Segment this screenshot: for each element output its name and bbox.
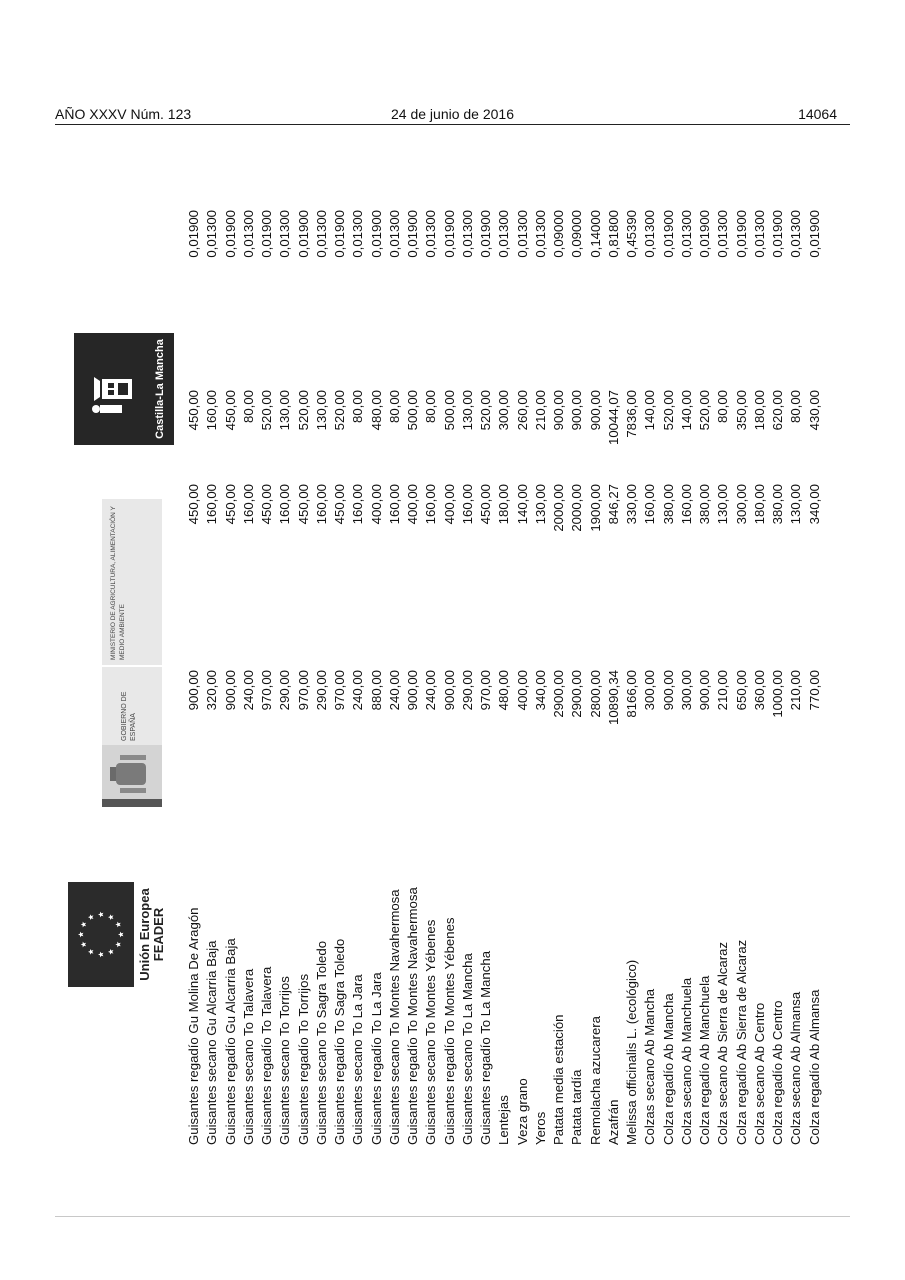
coefficient-cell: 0,01300 — [514, 210, 530, 258]
value-cell-2: 380,00 — [770, 484, 785, 525]
value-cell-3: 260,00 — [514, 390, 530, 431]
value-cell-2: 2000,00 — [569, 484, 585, 532]
table-row — [404, 210, 422, 1145]
crop-name-cell: Remolacha azucarera — [587, 1015, 603, 1145]
value-cell-1: 10890,34 — [605, 670, 621, 726]
value-cell-1: 970,00 — [478, 670, 493, 711]
table-row — [258, 210, 276, 1145]
value-cell-1: 210,00 — [788, 670, 804, 711]
value-cell-3: 500,00 — [441, 390, 457, 431]
value-cell-2: 400,00 — [368, 484, 384, 525]
value-cell-1: 8166,00 — [624, 670, 639, 718]
value-cell-2: 846,27 — [605, 484, 621, 525]
value-cell-2: 130,00 — [532, 484, 548, 525]
value-cell-1: 290,00 — [277, 670, 293, 711]
value-cell-3: 130,00 — [277, 390, 293, 431]
value-cell-3: 900,00 — [587, 390, 603, 431]
crop-name-cell: Colza secano Ab Centro — [751, 1002, 767, 1145]
crop-name-cell: Guisantes secano Gu Alcarria Baja — [204, 940, 220, 1145]
coefficient-cell: 0,01300 — [532, 210, 548, 258]
eu-logo-caption — [138, 882, 166, 987]
crop-name-cell: Guisantes regadío To La Mancha — [478, 950, 493, 1145]
value-cell-3: 500,00 — [405, 390, 420, 431]
coefficient-cell: 0,01300 — [715, 210, 731, 258]
value-cell-2: 330,00 — [624, 484, 639, 525]
value-cell-2: 380,00 — [697, 484, 712, 525]
eu-star-icon — [98, 912, 103, 918]
logo-separator — [102, 665, 162, 667]
value-cell-3: 350,00 — [733, 390, 749, 431]
value-cell-2: 160,00 — [240, 484, 256, 525]
coefficient-cell: 0,01900 — [259, 210, 274, 258]
coefficient-cell: 0,01900 — [405, 210, 420, 258]
value-cell-1: 970,00 — [259, 670, 274, 711]
value-cell-2: 2000,00 — [551, 484, 566, 532]
value-cell-1: 300,00 — [678, 670, 694, 711]
table-row — [441, 210, 459, 1145]
value-cell-1: 1000,00 — [770, 670, 785, 718]
crop-name-cell: Colza secano Ab Almansa — [788, 991, 804, 1145]
table-row — [495, 210, 513, 1145]
value-cell-1: 900,00 — [405, 670, 420, 711]
value-cell-1: 240,00 — [386, 670, 402, 711]
issue-date: 24 de junio de 2016 — [391, 106, 514, 122]
value-cell-2: 180,00 — [496, 484, 512, 525]
table-row — [641, 210, 659, 1145]
eu-logo-line2: FEADER — [151, 907, 166, 962]
coefficient-cell: 0,01300 — [642, 210, 658, 258]
value-cell-3: 140,00 — [678, 390, 694, 431]
coefficient-cell: 0,01900 — [441, 210, 457, 258]
table-row — [313, 210, 331, 1145]
value-cell-2: 160,00 — [350, 484, 366, 525]
table-row — [605, 210, 623, 1145]
table-row — [587, 210, 605, 1145]
value-cell-3: 140,00 — [642, 390, 658, 431]
table-row — [349, 210, 367, 1145]
crop-name-cell: Guisantes secano To Montes Navahermosa — [386, 889, 402, 1145]
crop-name-cell: Guisantes secano To Talavera — [240, 968, 256, 1145]
table-row — [477, 210, 495, 1145]
value-cell-1: 770,00 — [806, 670, 822, 711]
table-row — [222, 210, 240, 1145]
value-cell-1: 900,00 — [441, 670, 457, 711]
table-row — [550, 210, 568, 1145]
crop-name-cell: Colza secano Ab Sierra de Alcaraz — [715, 941, 731, 1145]
coefficient-cell: 0,01300 — [751, 210, 767, 258]
value-cell-3: 80,00 — [350, 390, 366, 424]
eu-star-icon — [108, 914, 113, 920]
coefficient-cell: 0,01300 — [386, 210, 402, 258]
value-cell-2: 450,00 — [222, 484, 238, 525]
value-cell-3: 520,00 — [478, 390, 493, 431]
coefficient-cell: 0,01900 — [295, 210, 311, 258]
value-cell-2: 1900,00 — [587, 484, 603, 532]
value-cell-1: 2800,00 — [587, 670, 603, 718]
table-row — [422, 210, 440, 1145]
table-row — [295, 210, 313, 1145]
value-cell-1: 300,00 — [642, 670, 658, 711]
value-cell-3: 180,00 — [751, 390, 767, 431]
value-cell-2: 130,00 — [715, 484, 731, 525]
table-row — [787, 210, 805, 1145]
crop-name-cell: Guisantes regadío To Sagra Toledo — [332, 938, 347, 1145]
coefficient-cell: 0,14000 — [587, 210, 603, 258]
value-cell-2: 160,00 — [642, 484, 658, 525]
coefficient-cell: 0,01300 — [204, 210, 220, 258]
eu-logo-line1: Unión Europea — [137, 888, 152, 981]
coefficient-cell: 0,01900 — [368, 210, 384, 258]
castilla-la-mancha-logo — [74, 333, 174, 445]
coefficient-cell: 0,01300 — [459, 210, 475, 258]
value-cell-2: 160,00 — [678, 484, 694, 525]
table-row — [678, 210, 696, 1145]
crop-name-cell: Guisantes secano To La Jara — [350, 974, 366, 1145]
page-number: 14064 — [798, 106, 837, 122]
crop-name-cell: Guisantes regadío To Talavera — [259, 966, 274, 1145]
value-cell-2: 180,00 — [751, 484, 767, 525]
eu-star-icon — [98, 952, 103, 958]
value-cell-3: 80,00 — [240, 390, 256, 424]
table-row — [751, 210, 769, 1145]
value-cell-2: 380,00 — [660, 484, 676, 525]
value-cell-1: 210,00 — [715, 670, 731, 711]
value-cell-1: 970,00 — [332, 670, 347, 711]
coefficient-cell: 0,01300 — [678, 210, 694, 258]
value-cell-3: 210,00 — [532, 390, 548, 431]
value-cell-2: 160,00 — [459, 484, 475, 525]
crop-name-cell: Lentejas — [496, 1095, 512, 1145]
crop-name-cell: Colza secano Ab Manchuela — [678, 977, 694, 1145]
value-cell-2: 160,00 — [277, 484, 293, 525]
crop-name-cell: Guisantes regadío Gu Alcarria Baja — [222, 938, 238, 1145]
value-cell-3: 160,00 — [204, 390, 220, 431]
page-header — [55, 104, 850, 124]
coefficient-cell: 0,09000 — [551, 210, 566, 258]
value-cell-3: 80,00 — [715, 390, 731, 424]
value-cell-3: 450,00 — [222, 390, 238, 431]
value-cell-2: 450,00 — [478, 484, 493, 525]
value-cell-2: 300,00 — [733, 484, 749, 525]
issue-number: AÑO XXXV Núm. 123 — [55, 106, 192, 122]
coefficient-cell: 0,01900 — [222, 210, 238, 258]
clm-logo-text: Castilla-La Mancha — [154, 339, 166, 439]
crop-name-cell: Colza regadío Ab Sierra de Alcaraz — [733, 939, 749, 1145]
coefficient-cell: 0,01300 — [496, 210, 512, 258]
value-cell-1: 400,00 — [514, 670, 530, 711]
value-cell-1: 970,00 — [295, 670, 311, 711]
value-cell-1: 880,00 — [368, 670, 384, 711]
crop-name-cell: Guisantes regadío To La Jara — [368, 972, 384, 1145]
crop-name-cell: Veza grano — [514, 1078, 530, 1145]
value-cell-2: 340,00 — [806, 484, 822, 525]
value-cell-2: 140,00 — [514, 484, 530, 525]
value-cell-1: 320,00 — [204, 670, 220, 711]
value-cell-3: 450,00 — [186, 390, 201, 431]
eu-star-icon — [81, 922, 86, 928]
coefficient-cell: 0,01300 — [788, 210, 804, 258]
coefficient-cell: 0,01300 — [240, 210, 256, 258]
value-cell-3: 520,00 — [332, 390, 347, 431]
eu-star-icon — [115, 922, 120, 928]
table-row — [568, 210, 586, 1145]
coefficient-cell: 0,01900 — [332, 210, 347, 258]
coefficient-cell: 0,01900 — [660, 210, 676, 258]
crop-name-cell: Azafrán — [605, 1099, 621, 1145]
value-cell-2: 450,00 — [332, 484, 347, 525]
value-cell-2: 160,00 — [386, 484, 402, 525]
value-cell-1: 290,00 — [459, 670, 475, 711]
eu-star-icon — [108, 949, 113, 955]
value-cell-1: 240,00 — [240, 670, 256, 711]
eu-star-icon — [88, 949, 93, 955]
value-cell-2: 450,00 — [295, 484, 311, 525]
table-row — [769, 210, 787, 1145]
crop-name-cell: Colza regadío Ab Mancha — [660, 993, 676, 1145]
coefficient-cell: 0,01300 — [350, 210, 366, 258]
crop-name-cell: Guisantes secano To Montes Yébenes — [423, 919, 439, 1145]
eu-star-icon — [78, 932, 83, 938]
value-cell-3: 80,00 — [386, 390, 402, 424]
table-row — [696, 210, 714, 1145]
coefficient-cell: 0,01900 — [186, 210, 201, 258]
value-cell-1: 650,00 — [733, 670, 749, 711]
table-row — [714, 210, 732, 1145]
value-cell-3: 130,00 — [459, 390, 475, 431]
crop-name-cell: Colza regadío Ab Manchuela — [697, 975, 712, 1145]
crop-name-cell: Guisantes regadío Gu Molina De Aragón — [186, 907, 201, 1145]
value-cell-3: 520,00 — [660, 390, 676, 431]
table-row — [459, 210, 477, 1145]
value-cell-2: 160,00 — [204, 484, 220, 525]
value-cell-3: 900,00 — [551, 390, 566, 431]
value-cell-1: 900,00 — [697, 670, 712, 711]
value-cell-1: 2900,00 — [551, 670, 566, 718]
table-row — [733, 210, 751, 1145]
value-cell-1: 480,00 — [496, 670, 512, 711]
value-cell-1: 340,00 — [532, 670, 548, 711]
value-cell-3: 10044,07 — [605, 390, 621, 446]
coefficient-cell: 0,09000 — [569, 210, 585, 258]
value-cell-3: 620,00 — [770, 390, 785, 431]
crop-name-cell: Guisantes regadío To Montes Yébenes — [441, 917, 457, 1145]
table-row — [660, 210, 678, 1145]
footer-divider — [55, 1216, 850, 1217]
value-cell-2: 450,00 — [186, 484, 201, 525]
ministry-text: MINISTERIO DE AGRICULTURA, ALIMENTACIÓN Y MEDIO AMBIENTE — [110, 506, 126, 660]
eu-stars-icon — [68, 882, 134, 987]
eu-star-icon — [118, 932, 123, 938]
table-row — [185, 210, 203, 1145]
coefficient-cell: 0,01300 — [313, 210, 329, 258]
value-cell-2: 130,00 — [788, 484, 804, 525]
value-cell-2: 400,00 — [405, 484, 420, 525]
eu-star-icon — [115, 942, 120, 948]
coefficient-cell: 0,01900 — [478, 210, 493, 258]
table-row — [203, 210, 221, 1145]
header-divider — [55, 124, 850, 125]
value-cell-1: 290,00 — [313, 670, 329, 711]
crop-name-cell: Guisantes secano To Sagra Toledo — [313, 940, 329, 1145]
crop-name-cell: Melissa officinalis L. (ecológico) — [624, 959, 639, 1145]
table-row — [532, 210, 550, 1145]
coefficient-cell: 0,01900 — [697, 210, 712, 258]
table-row — [386, 210, 404, 1145]
spain-coat-of-arms-icon — [102, 745, 162, 807]
coefficient-cell: 0,01900 — [770, 210, 785, 258]
table-row — [240, 210, 258, 1145]
crop-name-cell: Colza regadío Ab Almansa — [806, 989, 822, 1145]
value-cell-3: 430,00 — [806, 390, 822, 431]
value-cell-1: 900,00 — [660, 670, 676, 711]
value-cell-3: 520,00 — [697, 390, 712, 431]
coefficient-cell: 0,81800 — [605, 210, 621, 258]
value-cell-3: 520,00 — [295, 390, 311, 431]
coefficient-cell: 0,01300 — [277, 210, 293, 258]
gobierno-text: GOBIERNO DE ESPAÑA — [121, 691, 137, 741]
value-cell-1: 240,00 — [423, 670, 439, 711]
value-cell-1: 900,00 — [186, 670, 201, 711]
coefficient-cell: 0,01300 — [423, 210, 439, 258]
value-cell-2: 160,00 — [423, 484, 439, 525]
crop-name-cell: Colzas secano Ab Mancha — [642, 988, 658, 1145]
value-cell-1: 360,00 — [751, 670, 767, 711]
value-cell-3: 7836,00 — [624, 390, 639, 438]
crop-name-cell: Guisantes secano To La Mancha — [459, 953, 475, 1145]
table-row — [806, 210, 824, 1145]
crop-name-cell: Guisantes secano To Torrijos — [277, 976, 293, 1145]
value-cell-3: 80,00 — [423, 390, 439, 424]
value-cell-3: 520,00 — [259, 390, 274, 431]
eu-star-icon — [81, 942, 86, 948]
crop-name-cell: Colza regadío Ab Centro — [770, 1000, 785, 1145]
value-cell-1: 2900,00 — [569, 670, 585, 718]
value-cell-1: 900,00 — [222, 670, 238, 711]
eu-flag-logo — [68, 882, 134, 987]
table-row — [368, 210, 386, 1145]
crop-name-cell: Guisantes regadío To Montes Navahermosa — [405, 887, 420, 1145]
table-row — [331, 210, 349, 1145]
value-cell-3: 900,00 — [569, 390, 585, 431]
value-cell-3: 80,00 — [788, 390, 804, 424]
rotated-page-content — [62, 210, 832, 1145]
value-cell-3: 300,00 — [496, 390, 512, 431]
crop-name-cell: Guisantes regadío To Torrijos — [295, 973, 311, 1145]
value-cell-2: 400,00 — [441, 484, 457, 525]
table-row — [514, 210, 532, 1145]
value-cell-3: 480,00 — [368, 390, 384, 431]
coefficient-cell: 0,01900 — [733, 210, 749, 258]
eu-star-icon — [88, 914, 93, 920]
table-row — [623, 210, 641, 1145]
coefficient-cell: 0,45390 — [624, 210, 639, 258]
value-cell-2: 450,00 — [259, 484, 274, 525]
coefficient-cell: 0,01900 — [806, 210, 822, 258]
value-cell-2: 160,00 — [313, 484, 329, 525]
crop-name-cell: Yeros — [532, 1111, 548, 1145]
crop-name-cell: Patata tardía — [569, 1069, 585, 1145]
crop-name-cell: Patata media estación — [551, 1014, 566, 1145]
value-cell-1: 240,00 — [350, 670, 366, 711]
table-row — [276, 210, 294, 1145]
value-cell-3: 130,00 — [313, 390, 329, 431]
crop-values-table — [185, 210, 824, 1145]
